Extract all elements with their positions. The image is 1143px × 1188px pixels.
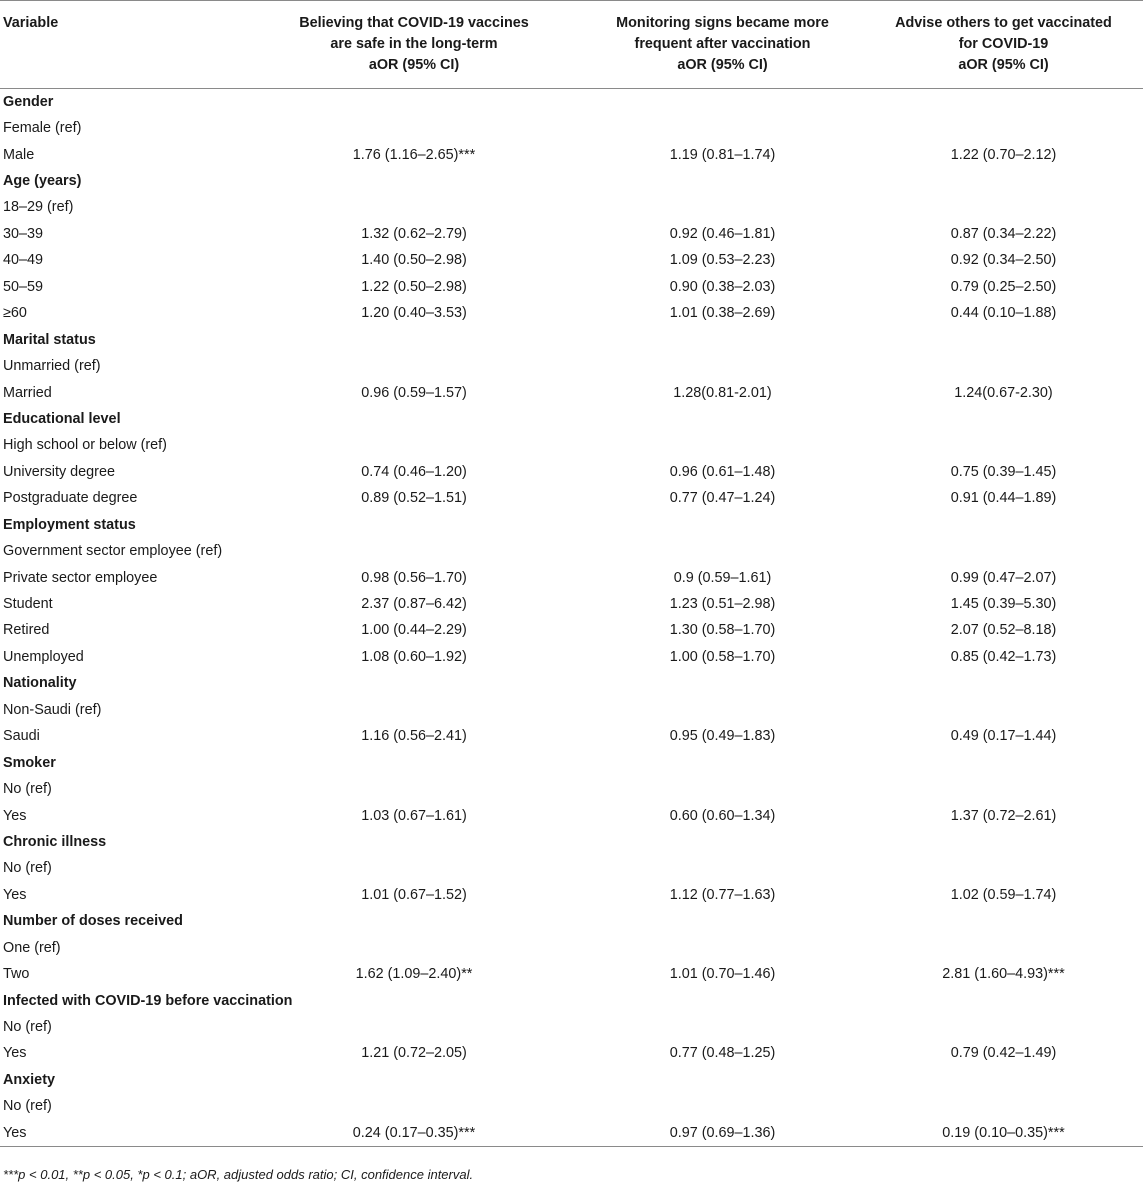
aor-value-cell xyxy=(864,538,1143,564)
aor-value-cell: 0.74 (0.46–1.20) xyxy=(361,463,467,480)
aor-value-cell: 2.81 (1.60–4.93)*** xyxy=(942,966,1065,983)
aor-value-cell xyxy=(581,432,864,458)
row-label: Female (ref) xyxy=(3,120,82,137)
row-label: No (ref) xyxy=(3,860,52,877)
aor-value-cell: 0.19 (0.10–0.35)*** xyxy=(864,1120,1143,1146)
aor-value-cell: 0.60 (0.60–1.34) xyxy=(669,807,776,824)
aor-value-cell xyxy=(247,1093,581,1119)
table-row xyxy=(0,300,1143,326)
aor-value-cell: 1.12 (0.77–1.63) xyxy=(669,886,776,903)
aor-value-cell xyxy=(247,538,581,564)
aor-value-cell: 0.96 (0.61–1.48) xyxy=(669,463,776,480)
row-label: Saudi xyxy=(3,728,40,745)
aor-value-cell: 0.75 (0.39–1.45) xyxy=(950,463,1057,480)
row-label: ≥60 xyxy=(3,305,27,322)
group-header-row xyxy=(0,89,1143,115)
aor-value-cell: 1.00 (0.58–1.70) xyxy=(669,648,776,665)
aor-value-cell xyxy=(247,194,581,220)
aor-value-cell: 1.45 (0.39–5.30) xyxy=(950,596,1057,613)
table-row xyxy=(0,617,1143,643)
aor-value-cell xyxy=(864,855,1143,881)
aor-value-cell xyxy=(581,697,864,723)
header-line: for COVID-19 xyxy=(958,36,1049,52)
aor-value-cell: 0.24 (0.17–0.35)*** xyxy=(247,1120,581,1146)
table-row xyxy=(0,485,1143,511)
group-header-row xyxy=(0,749,1143,775)
aor-value-cell: 1.00 (0.44–2.29) xyxy=(361,622,467,639)
aor-value-cell: 1.02 (0.59–1.74) xyxy=(950,886,1057,903)
table-row xyxy=(0,723,1143,749)
aor-value-cell: 1.16 (0.56–2.41) xyxy=(361,728,467,745)
table-row xyxy=(0,935,1143,961)
group-header-row xyxy=(0,326,1143,352)
aor-value-cell xyxy=(864,935,1143,961)
row-label: No (ref) xyxy=(3,781,52,798)
aor-value-cell xyxy=(864,697,1143,723)
table-row xyxy=(0,591,1143,617)
aor-value-cell xyxy=(247,776,581,802)
aor-value-cell: 1.32 (0.62–2.79) xyxy=(361,225,467,242)
aor-value-cell: 1.19 (0.81–1.74) xyxy=(669,146,776,163)
row-label: Retired xyxy=(3,622,50,639)
row-label: 18–29 (ref) xyxy=(3,199,74,216)
row-label: Two xyxy=(3,966,30,983)
aor-value-cell: 1.22 (0.70–2.12) xyxy=(950,146,1057,163)
group-label: Infected with COVID-19 before vaccination xyxy=(3,992,293,1009)
aor-value-cell xyxy=(581,538,864,564)
table-header xyxy=(0,1,1143,89)
aor-value-cell: 0.79 (0.25–2.50) xyxy=(950,278,1057,295)
aor-value-cell: 0.85 (0.42–1.73) xyxy=(950,648,1057,665)
aor-value-cell: 0.9 (0.59–1.61) xyxy=(673,569,772,586)
aor-value-cell xyxy=(247,432,581,458)
aor-value-cell: 1.23 (0.51–2.98) xyxy=(669,596,776,613)
aor-value-cell: 0.91 (0.44–1.89) xyxy=(950,490,1057,507)
group-header-row xyxy=(0,829,1143,855)
header-line: Monitoring signs became more xyxy=(616,15,829,31)
aor-value-cell: 1.22 (0.50–2.98) xyxy=(361,278,467,295)
aor-value-cell xyxy=(247,697,581,723)
row-label: Postgraduate degree xyxy=(3,490,138,507)
row-label: One (ref) xyxy=(3,939,61,956)
aor-value-cell xyxy=(247,855,581,881)
header-line: Believing that COVID-19 vaccines xyxy=(299,15,529,31)
header-line: aOR (95% CI) xyxy=(958,57,1049,73)
group-label: Number of doses received xyxy=(3,913,183,930)
aor-value-cell: 0.49 (0.17–1.44) xyxy=(950,728,1057,745)
table-row xyxy=(0,1093,1143,1119)
row-label: No (ref) xyxy=(3,1019,52,1036)
table-row xyxy=(0,379,1143,405)
table-row xyxy=(0,1040,1143,1066)
aor-value-cell xyxy=(581,194,864,220)
header-long-term-safety xyxy=(247,1,581,89)
table-row xyxy=(0,221,1143,247)
group-label: Marital status xyxy=(3,331,96,348)
table-row xyxy=(0,697,1143,723)
group-header-row xyxy=(0,512,1143,538)
aor-value-cell: 0.44 (0.10–1.88) xyxy=(950,305,1057,322)
aor-value-cell: 1.37 (0.72–2.61) xyxy=(950,807,1057,824)
table-body xyxy=(0,89,1143,1147)
table-row xyxy=(0,1120,1143,1146)
aor-value-cell: 0.92 (0.46–1.81) xyxy=(669,225,776,242)
row-label: Unmarried (ref) xyxy=(3,358,101,375)
row-label: University degree xyxy=(3,463,115,480)
aor-value-cell xyxy=(581,1014,864,1040)
aor-value-cell: 0.96 (0.59–1.57) xyxy=(361,384,467,401)
row-label: Unemployed xyxy=(3,648,84,665)
table-row xyxy=(0,459,1143,485)
header-line: Advise others to get vaccinated xyxy=(895,15,1112,31)
aor-value-cell: 0.92 (0.34–2.50) xyxy=(950,252,1057,269)
aor-value-cell xyxy=(864,115,1143,141)
table-row xyxy=(0,353,1143,379)
group-header-row xyxy=(0,168,1143,194)
table-row xyxy=(0,644,1143,670)
group-label: Anxiety xyxy=(3,1071,55,1088)
group-label: Educational level xyxy=(3,410,121,427)
aor-value-cell xyxy=(247,935,581,961)
aor-value-cell: 1.08 (0.60–1.92) xyxy=(361,648,467,665)
header-variable-label: Variable xyxy=(3,15,59,31)
table-row xyxy=(0,247,1143,273)
row-label: Yes xyxy=(3,807,27,824)
row-label: Student xyxy=(3,596,53,613)
aor-value-cell: 1.20 (0.40–3.53) xyxy=(361,305,467,322)
table-row xyxy=(0,961,1143,987)
aor-value-cell: 0.90 (0.38–2.03) xyxy=(669,278,776,295)
aor-value-cell: 0.95 (0.49–1.83) xyxy=(669,728,776,745)
aor-value-cell: 1.21 (0.72–2.05) xyxy=(361,1045,467,1062)
table-row xyxy=(0,882,1143,908)
aor-value-cell xyxy=(581,935,864,961)
aor-value-cell xyxy=(581,855,864,881)
aor-value-cell xyxy=(581,353,864,379)
table-row xyxy=(0,776,1143,802)
header-row xyxy=(0,1,1143,89)
aor-value-cell: 1.76 (1.16–2.65)*** xyxy=(352,146,476,163)
row-label: Yes xyxy=(0,1120,247,1146)
aor-value-cell: 1.01 (0.38–2.69) xyxy=(669,305,776,322)
aor-value-cell: 1.01 (0.70–1.46) xyxy=(669,966,776,983)
table-row xyxy=(0,538,1143,564)
group-header-row xyxy=(0,406,1143,432)
aor-value-cell: 0.97 (0.69–1.36) xyxy=(581,1120,864,1146)
aor-value-cell xyxy=(864,194,1143,220)
aor-value-cell xyxy=(581,115,864,141)
table-row xyxy=(0,1014,1143,1040)
aor-value-cell: 1.01 (0.67–1.52) xyxy=(361,886,467,903)
aor-value-cell: 2.37 (0.87–6.42) xyxy=(361,596,467,613)
group-label: Smoker xyxy=(3,754,56,771)
header-line: are safe in the long-term xyxy=(330,36,498,52)
header-line: aOR (95% CI) xyxy=(677,57,768,73)
table-row xyxy=(0,564,1143,590)
aor-value-cell: 1.03 (0.67–1.61) xyxy=(361,807,467,824)
aor-value-cell xyxy=(864,1093,1143,1119)
aor-value-cell xyxy=(581,776,864,802)
aor-value-cell xyxy=(864,1014,1143,1040)
aor-value-cell: 1.24(0.67-2.30) xyxy=(954,384,1053,401)
table-row xyxy=(0,274,1143,300)
group-header-row xyxy=(0,670,1143,696)
aor-value-cell: 1.40 (0.50–2.98) xyxy=(361,252,467,269)
aor-value-cell xyxy=(864,776,1143,802)
row-label: No (ref) xyxy=(3,1098,52,1115)
aor-value-cell: 0.77 (0.48–1.25) xyxy=(669,1045,776,1062)
aor-value-cell: 0.77 (0.47–1.24) xyxy=(669,490,776,507)
group-label: Gender xyxy=(3,93,54,110)
row-label: Yes xyxy=(3,1045,27,1062)
header-line: frequent after vaccination xyxy=(634,36,811,52)
table-row xyxy=(0,141,1143,167)
aor-value-cell xyxy=(864,432,1143,458)
aor-value-cell xyxy=(247,115,581,141)
row-label: 30–39 xyxy=(3,225,44,242)
table-row xyxy=(0,115,1143,141)
aor-value-cell xyxy=(247,353,581,379)
group-label: Chronic illness xyxy=(3,833,107,850)
aor-value-cell: 0.89 (0.52–1.51) xyxy=(361,490,467,507)
table-footnote: ***p < 0.01, **p < 0.05, *p < 0.1; aOR, adjusted odds ratio; CI, confidence interval. xyxy=(3,1167,474,1182)
header-line: aOR (95% CI) xyxy=(368,57,460,73)
aor-value-cell xyxy=(247,1014,581,1040)
row-label: Male xyxy=(3,146,35,163)
aor-value-cell xyxy=(581,1093,864,1119)
aor-value-cell: 1.09 (0.53–2.23) xyxy=(669,252,776,269)
table-row xyxy=(0,802,1143,828)
group-header-row xyxy=(0,1067,1143,1093)
aor-value-cell: 1.28(0.81-2.01) xyxy=(673,384,772,401)
aor-value-cell: 0.79 (0.42–1.49) xyxy=(950,1045,1057,1062)
group-label: Nationality xyxy=(3,675,77,692)
aor-value-cell: 0.99 (0.47–2.07) xyxy=(950,569,1057,586)
table-row xyxy=(0,855,1143,881)
table-row xyxy=(0,194,1143,220)
header-advise-others xyxy=(864,1,1143,89)
group-header-row xyxy=(0,908,1143,934)
row-label: 40–49 xyxy=(3,252,44,269)
header-monitoring-signs xyxy=(581,1,864,89)
aor-value-cell xyxy=(864,353,1143,379)
row-label: 50–59 xyxy=(3,278,44,295)
aor-value-cell: 1.30 (0.58–1.70) xyxy=(669,622,776,639)
aor-value-cell: 1.62 (1.09–2.40)** xyxy=(355,966,473,983)
group-label: Employment status xyxy=(3,516,136,533)
row-label: Private sector employee xyxy=(3,569,158,586)
aor-value-cell: 0.87 (0.34–2.22) xyxy=(950,225,1057,242)
row-label: Non-Saudi (ref) xyxy=(3,701,102,718)
aor-value-cell: 0.98 (0.56–1.70) xyxy=(361,569,467,586)
group-label: Age (years) xyxy=(3,173,82,190)
header-variable xyxy=(0,1,247,89)
aor-value-cell: 2.07 (0.52–8.18) xyxy=(950,622,1057,639)
row-label: Yes xyxy=(3,886,27,903)
row-label: High school or below (ref) xyxy=(3,437,167,454)
row-label: Married xyxy=(3,384,52,401)
group-header-row xyxy=(0,987,1143,1013)
table-row xyxy=(0,432,1143,458)
row-label: Government sector employee (ref) xyxy=(3,543,223,560)
